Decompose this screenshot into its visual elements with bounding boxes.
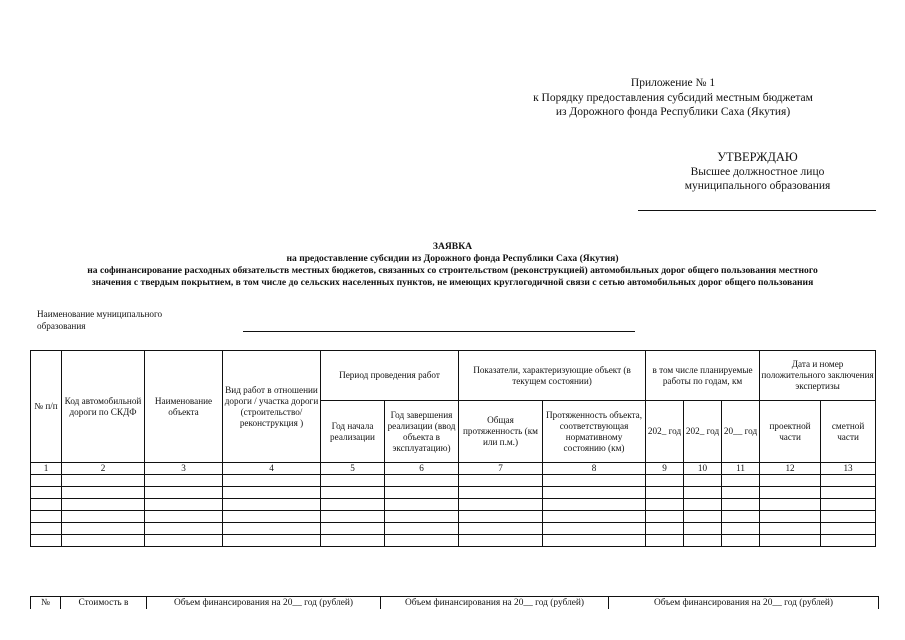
table-cell[interactable]: [760, 523, 821, 535]
header-total-length: Общая протяженность (км или п.м.): [459, 401, 543, 463]
fin-header-year-3: Объем финансирования на 20__ год (рублей): [609, 597, 879, 610]
column-number-row: [31, 463, 876, 475]
table-cell[interactable]: [459, 535, 543, 547]
table-cell[interactable]: [385, 499, 459, 511]
table-row: [31, 499, 876, 511]
col-number: 2: [62, 463, 145, 475]
table-cell[interactable]: [321, 475, 385, 487]
table-cell[interactable]: [722, 535, 760, 547]
header-expertise-design: проектной части: [760, 401, 821, 463]
table-row: [31, 475, 876, 487]
header-year-3: 20__ год: [722, 401, 760, 463]
table-cell[interactable]: [760, 487, 821, 499]
table-cell[interactable]: [62, 499, 145, 511]
table-cell[interactable]: [684, 475, 722, 487]
col-number: 8: [543, 463, 646, 475]
col-number: 10: [684, 463, 722, 475]
table-cell[interactable]: [145, 475, 223, 487]
fin-header-year-1: Объем финансирования на 20__ год (рублей): [147, 597, 381, 610]
col-number: 6: [385, 463, 459, 475]
table-cell[interactable]: [62, 511, 145, 523]
col-number: 9: [646, 463, 684, 475]
header-planned: в том числе планируемые работы по годам, км: [646, 351, 760, 401]
table-cell[interactable]: [145, 487, 223, 499]
table-cell[interactable]: [722, 475, 760, 487]
empty-rows: [31, 475, 876, 547]
table-cell[interactable]: [459, 475, 543, 487]
table-cell[interactable]: [646, 499, 684, 511]
table-cell[interactable]: [145, 499, 223, 511]
header-normative-length: Протяженность объекта, соответствующая нормативному состоянию (км): [543, 401, 646, 463]
table-cell[interactable]: [223, 523, 321, 535]
header-year-1: 202_ год: [646, 401, 684, 463]
header-road-code: Код автомобильной дороги по СКДФ: [62, 351, 145, 463]
table-cell[interactable]: [223, 487, 321, 499]
table-cell[interactable]: [385, 523, 459, 535]
table-cell[interactable]: [31, 535, 62, 547]
header-period-end: Год завершения реализации (ввод объекта в эксплуатацию): [385, 401, 459, 463]
table-cell[interactable]: [760, 511, 821, 523]
header-object-name: Наименование объекта: [145, 351, 223, 463]
table-cell[interactable]: [684, 535, 722, 547]
municipality-label: [37, 308, 237, 332]
fin-header-cost: Стоимость в: [61, 597, 147, 610]
table-cell[interactable]: [223, 535, 321, 547]
table-cell[interactable]: [646, 523, 684, 535]
table-cell[interactable]: [385, 535, 459, 547]
header-expertise: Дата и номер положительного заключения экспертизы: [760, 351, 876, 401]
heading-line-2: на софинансирование расходных обязательств местных бюджетов, связанных со строительством (реконструкцией) автомобильных дорог общего пользования местного: [87, 265, 818, 276]
col-number: 1: [31, 463, 62, 475]
table-cell[interactable]: [821, 499, 876, 511]
table-cell[interactable]: [646, 535, 684, 547]
municipality-label-line-1: Наименование муниципального: [37, 309, 163, 319]
table-cell[interactable]: [821, 535, 876, 547]
table-cell[interactable]: [722, 511, 760, 523]
table-cell[interactable]: [459, 487, 543, 499]
document-title: ЗАЯВКА: [432, 241, 473, 252]
table-cell[interactable]: [760, 475, 821, 487]
table-cell[interactable]: [31, 499, 62, 511]
appendix-line-2: к Порядку предоставления субсидий местным бюджетам: [533, 91, 813, 104]
table-cell[interactable]: [821, 487, 876, 499]
col-number: 5: [321, 463, 385, 475]
table-cell[interactable]: [62, 487, 145, 499]
col-number: 12: [760, 463, 821, 475]
heading-line-3: значения с твердым покрытием, в том числе до сельских населенных пунктов, не имеющих круглогодичной связи с сетью автомобильных дорог общего пользования: [91, 277, 814, 288]
table-row: [31, 535, 876, 547]
header-period-start: Год начала реализации: [321, 401, 385, 463]
table-cell[interactable]: [321, 511, 385, 523]
header-work-type: Вид работ в отношении дороги / участка дороги (строительство/ реконструкция ): [223, 351, 321, 463]
table-cell[interactable]: [543, 487, 646, 499]
fin-header-no: №: [31, 597, 61, 610]
table-cell[interactable]: [385, 511, 459, 523]
header-year-2: 202_ год: [684, 401, 722, 463]
table-cell[interactable]: [821, 523, 876, 535]
appendix-line-1: Приложение № 1: [630, 77, 716, 89]
header-indicators: Показатели, характеризующие объект (в текущем состоянии): [459, 351, 646, 401]
table-cell[interactable]: [646, 511, 684, 523]
appendix-line-3: из Дорожного фонда Республики Саха (Якутия): [555, 106, 791, 118]
table-cell[interactable]: [684, 523, 722, 535]
approval-line-2: муниципального образования: [684, 180, 831, 192]
table-cell[interactable]: [223, 499, 321, 511]
table-cell[interactable]: [760, 499, 821, 511]
table-cell[interactable]: [684, 511, 722, 523]
table-cell[interactable]: [543, 475, 646, 487]
table-cell[interactable]: [646, 487, 684, 499]
table-cell[interactable]: [821, 475, 876, 487]
table-cell[interactable]: [62, 475, 145, 487]
table-cell[interactable]: [321, 535, 385, 547]
table-cell[interactable]: [459, 511, 543, 523]
table-cell[interactable]: [459, 499, 543, 511]
table-cell[interactable]: [821, 511, 876, 523]
table-cell[interactable]: [722, 523, 760, 535]
table-cell[interactable]: [722, 499, 760, 511]
table-cell[interactable]: [543, 511, 646, 523]
table-cell[interactable]: [223, 475, 321, 487]
financing-table: [30, 596, 879, 609]
table-cell[interactable]: [459, 523, 543, 535]
col-number: 4: [223, 463, 321, 475]
col-number: 7: [459, 463, 543, 475]
table-cell[interactable]: [62, 535, 145, 547]
application-table: [30, 350, 876, 547]
table-cell[interactable]: [684, 487, 722, 499]
fin-header-year-2: Объем финансирования на 20__ год (рублей): [381, 597, 609, 610]
table-cell[interactable]: [385, 475, 459, 487]
municipality-field[interactable]: [243, 331, 635, 332]
table-cell[interactable]: [543, 499, 646, 511]
table-cell[interactable]: [31, 475, 62, 487]
heading-line-1: на предоставление субсидии из Дорожного фонда Республики Саха (Якутия): [286, 253, 619, 264]
header-period: Период проведения работ: [321, 351, 459, 401]
table-cell[interactable]: [31, 523, 62, 535]
table-cell[interactable]: [223, 511, 321, 523]
table-cell[interactable]: [646, 475, 684, 487]
table-cell[interactable]: [145, 523, 223, 535]
table-cell[interactable]: [145, 535, 223, 547]
table-cell[interactable]: [543, 523, 646, 535]
table-cell[interactable]: [321, 523, 385, 535]
appendix-header: [480, 76, 866, 120]
header-expertise-estimate: сметной части: [821, 401, 876, 463]
col-number: 13: [821, 463, 876, 475]
table-cell[interactable]: [321, 487, 385, 499]
table-row: [31, 487, 876, 499]
table-cell[interactable]: [31, 487, 62, 499]
table-cell[interactable]: [684, 499, 722, 511]
table-cell[interactable]: [385, 487, 459, 499]
table-cell[interactable]: [62, 523, 145, 535]
table-cell[interactable]: [145, 511, 223, 523]
table-cell[interactable]: [543, 535, 646, 547]
table-cell[interactable]: [31, 511, 62, 523]
signature-line: [638, 210, 876, 211]
table-cell[interactable]: [760, 535, 821, 547]
table-row: [31, 511, 876, 523]
col-number: 3: [145, 463, 223, 475]
table-cell[interactable]: [722, 487, 760, 499]
table-row: [31, 523, 876, 535]
col-number: 11: [722, 463, 760, 475]
approval-title: УТВЕРЖДАЮ: [717, 150, 798, 164]
table-cell[interactable]: [321, 499, 385, 511]
document-heading: [30, 241, 875, 289]
approval-line-1: Высшее должностное лицо: [690, 165, 825, 178]
municipality-label-line-2: образования: [37, 321, 86, 331]
header-no: № п/п: [31, 351, 62, 463]
approval-block: [640, 150, 875, 194]
